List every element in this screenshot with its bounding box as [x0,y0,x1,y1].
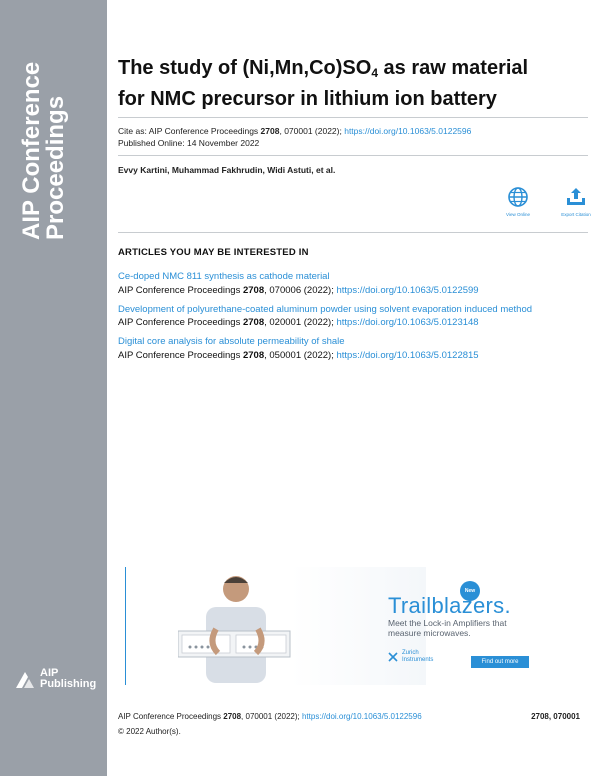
ref-suffix: , 020001 (2022); [264,317,337,328]
divider [118,232,588,233]
zurich-logo-icon [388,652,398,662]
journal-sidebar [0,0,107,776]
new-badge: New [460,581,480,601]
ref-prefix: AIP Conference Proceedings [118,349,243,361]
list-item [118,336,583,362]
view-online-label: View Online [506,212,530,217]
title-part: The study of (Ni,Mn,Co)SO [118,57,372,79]
ref-volume: 2708 [242,349,265,361]
article-title-link[interactable]: Development of polyurethane-coated aluminum powder using solvent evaporation induced method [118,303,533,315]
ad-subline: Meet the Lock-in Amplifiers that measure microwaves. [388,618,507,638]
divider [118,117,588,118]
aip-logo-icon [14,668,36,690]
journal-name-line2: Proceedings [42,95,69,240]
advertisement-banner[interactable] [125,567,519,685]
ref-suffix: , 070006 (2022); [264,284,337,296]
footer-page-ref: 2708, 070001 [531,712,580,721]
ref-volume: 2708 [242,284,265,296]
logo-line1: AIP [40,667,59,679]
ref-prefix: AIP Conference Proceedings [118,317,243,328]
footer-suffix: , 070001 (2022); [241,712,302,721]
related-articles-heading: ARTICLES YOU MAY BE INTERESTED IN [118,247,309,258]
citation-block [118,125,471,149]
copyright-notice: © 2022 Author(s). [118,727,181,736]
article-title-link[interactable]: Digital core analysis for absolute permeability of shale [118,336,345,347]
footer-doi-link[interactable]: https://doi.org/10.1063/5.0122596 [301,712,422,721]
brand-line1: Zurich [402,650,419,656]
cite-suffix: , 070001 (2022); [279,126,345,136]
footer-volume: 2708 [223,712,242,721]
article-reference [118,284,583,297]
article-doi-link[interactable]: https://doi.org/10.1063/5.0122599 [336,284,479,296]
article-reference [118,349,583,362]
author-list[interactable]: Evvy Kartini, Muhammad Fakhrudin, Widi Astuti, et al. [118,165,336,175]
export-icon [564,185,588,209]
article-reference [118,316,583,329]
ref-prefix: AIP Conference Proceedings [118,284,243,296]
title-line2: for NMC precursor in lithium ion battery [118,88,497,110]
paper-title [118,55,578,112]
title-subscript: 4 [371,66,378,80]
article-title-link[interactable]: Ce-doped NMC 811 synthesis as cathode material [118,271,330,282]
journal-name-line1: AIP Conference [18,61,45,240]
ad-headline: Trailblazers. [388,593,511,618]
find-out-more-button[interactable]: Find out more [471,656,529,668]
ref-volume: 2708 [242,317,265,328]
related-articles-list [118,271,583,369]
divider [118,155,588,156]
view-online-button[interactable] [500,185,536,217]
published-date: Published Online: 14 November 2022 [118,138,260,148]
title-part: as raw material [378,57,529,79]
logo-line2: Publishing [40,678,97,690]
ref-suffix: , 050001 (2022); [264,349,337,361]
person-with-instrument-illustration [178,569,293,683]
journal-name [20,62,68,240]
brand-line2: Instruments [402,657,434,663]
zurich-instruments-logo [388,650,433,664]
cite-prefix: Cite as: AIP Conference Proceedings [118,126,261,136]
list-item [118,304,583,330]
article-tools [500,185,594,217]
cite-doi-link[interactable]: https://doi.org/10.1063/5.0122596 [344,126,472,136]
footer-citation [118,711,422,722]
publisher-logo[interactable] [14,668,96,690]
export-citation-button[interactable] [558,185,594,217]
export-citation-label: Export Citation [561,212,591,217]
article-doi-link[interactable]: https://doi.org/10.1063/5.0123148 [336,317,479,328]
list-item [118,271,583,297]
cite-volume: 2708 [260,126,280,136]
globe-icon [506,185,530,209]
article-doi-link[interactable]: https://doi.org/10.1063/5.0122815 [336,349,479,361]
footer-prefix: AIP Conference Proceedings [118,712,224,721]
